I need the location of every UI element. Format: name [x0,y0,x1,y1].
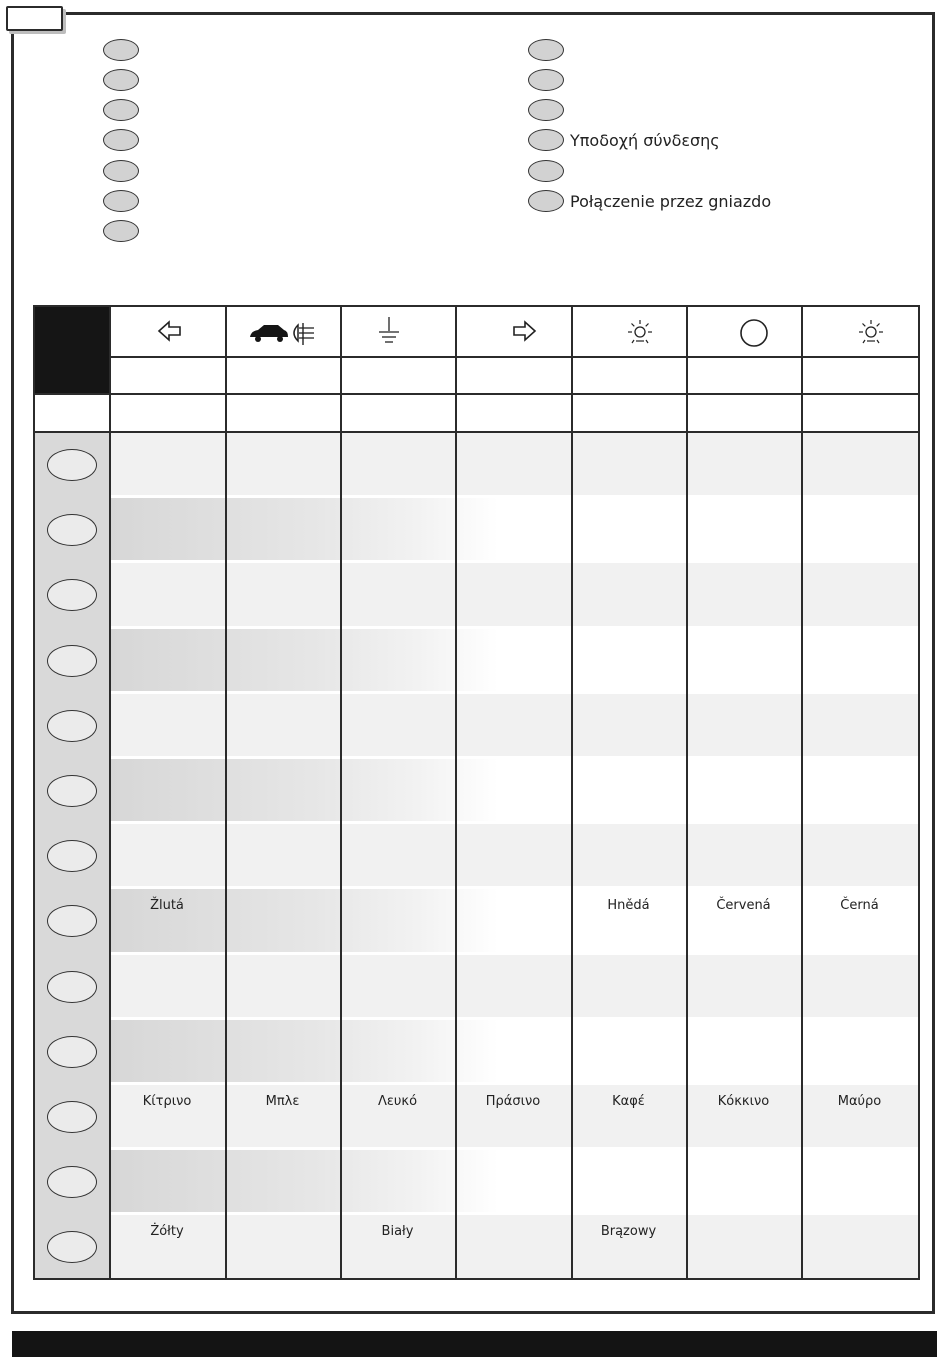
legend-oval [528,190,564,212]
table-cell-text: Καφέ [612,1094,645,1109]
row-stripe [111,498,918,560]
table-cell-text: Biały [381,1224,414,1240]
row-stripe [111,955,918,1017]
legend-oval [103,160,139,182]
table-cell-text: Πράσινο [485,1094,541,1109]
row-stripe [111,1215,918,1277]
car-rear-fog-light-icon [248,319,324,347]
row-key-oval [47,710,97,742]
row-stripe [111,694,918,756]
column-divider [225,307,227,1278]
legend-oval [103,69,139,91]
row-stripe [111,433,918,495]
legend-item [528,160,570,182]
circle-icon [739,318,769,348]
legend-item [103,129,145,151]
table-cell-text: Λευκό [377,1094,418,1109]
row-stripe [111,629,918,691]
row-key-oval [47,840,97,872]
row-key-oval [47,449,97,481]
table-cell-text: Červená [716,898,771,914]
table-cell-text: Hnědá [607,898,650,914]
column-divider [801,307,803,1278]
wiring-table [33,305,920,1280]
legend-oval [103,99,139,121]
footer-bar [12,1331,937,1357]
legend-label: Połączenie przez gniazdo [570,191,772,211]
table-cell-text: Žlutá [150,898,184,914]
header-divider [35,393,109,395]
header-divider [109,393,918,395]
row-stripe [111,1020,918,1082]
legend-item [103,190,145,212]
legend-oval [103,220,139,242]
lamp-icon [857,318,885,346]
row-stripe [111,1150,918,1212]
legend-item [103,39,145,61]
legend-item [103,99,145,121]
row-key-oval [47,645,97,677]
column-divider [109,307,111,1278]
table-cell-text: Μπλε [265,1094,300,1109]
row-key-oval [47,1101,97,1133]
row-key-oval [47,775,97,807]
table-cell-text: Μαύρο [837,1094,882,1109]
page-tab [6,6,63,31]
table-cell-text: Κόκκινο [717,1094,770,1109]
table-cell-text: Żółty [150,1224,184,1240]
row-key-oval [47,1166,97,1198]
lamp-icon [626,318,654,346]
table-cell-text: Brązowy [600,1224,657,1240]
header-divider [35,431,918,433]
legend-oval [528,39,564,61]
row-stripe [111,759,918,821]
ground-icon [377,315,401,347]
row-stripe [111,563,918,625]
legend-oval [528,99,564,121]
column-divider [455,307,457,1278]
table-cell-text: Κίτρινο [142,1094,192,1109]
column-divider [686,307,688,1278]
table-cell-text: Černá [840,898,879,914]
table-corner-block [35,307,109,394]
legend-item [528,190,771,212]
row-stripe [111,824,918,886]
legend-oval [103,39,139,61]
row-key-oval [47,1036,97,1068]
header-divider [109,356,918,358]
arrow-right-icon [511,319,537,343]
legend-item [103,69,145,91]
legend-item [528,39,570,61]
row-key-oval [47,971,97,1003]
legend-oval [103,129,139,151]
column-divider [340,307,342,1278]
legend-oval [103,190,139,212]
legend-item [528,99,570,121]
legend-item [103,220,145,242]
arrow-left-icon [157,319,183,343]
legend-item [528,129,720,151]
legend-oval [528,69,564,91]
legend-label: Υποδοχή σύνδεσης [570,130,720,150]
row-key-oval [47,514,97,546]
legend-oval [528,129,564,151]
legend-oval [528,160,564,182]
legend-item [103,160,145,182]
legend-item [528,69,570,91]
column-divider [571,307,573,1278]
